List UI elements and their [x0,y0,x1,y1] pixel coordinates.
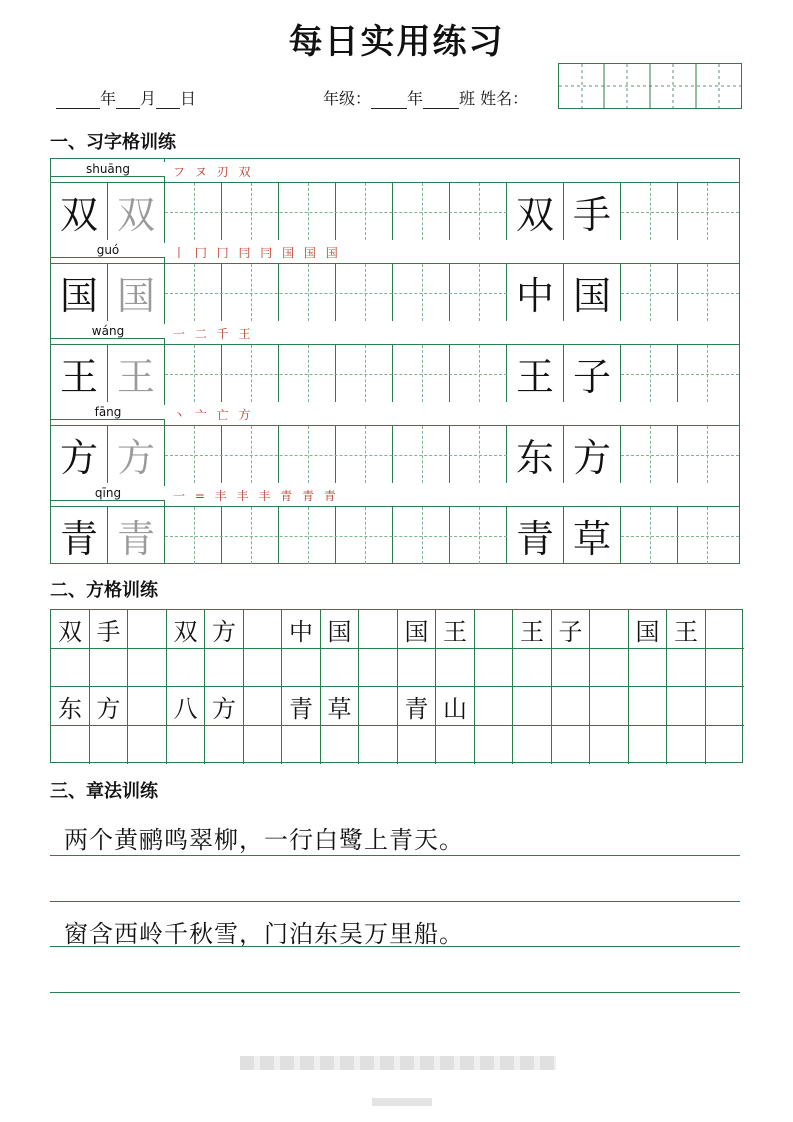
word-char-2[interactable]: 手 [564,183,621,240]
cell-guide [165,536,507,537]
section3-heading: 三、章法训练 [50,781,158,802]
trace-char: 方 [108,426,165,483]
grid-cell[interactable] [513,649,552,687]
cell-guide [165,374,507,375]
word-char-2[interactable]: 草 [564,507,621,564]
grid-char: 手 [90,610,128,649]
writing-line[interactable] [50,901,740,902]
model-char: 双 [51,183,108,240]
pinyin-band [51,240,739,264]
word-char-1[interactable]: 青 [507,507,564,564]
word-char-1[interactable]: 王 [507,345,564,402]
name-writing-grid[interactable] [558,63,742,109]
char-row [51,345,739,402]
grid-cell[interactable] [244,687,282,726]
grid-cell[interactable] [590,726,629,764]
pinyin-text: shuāng [83,162,133,176]
pinyin-cell [51,483,165,507]
grid-cell[interactable] [629,687,667,726]
grid-cell[interactable] [552,687,590,726]
stroke-order: 丶 亠 亡 方 [173,408,254,422]
word-char-2[interactable]: 子 [564,345,621,402]
trace-char: 双 [108,183,165,240]
footer-watermark [240,1056,556,1070]
grid-char: 青 [398,687,436,726]
grid-cell[interactable] [706,649,744,687]
grid-char: 东 [51,687,90,726]
pinyin-text: guó [94,243,123,257]
grid-cell[interactable] [359,610,398,649]
grid-cell[interactable] [706,726,744,764]
stroke-order: 一 = 丰 丰 丰 青 青 青 [173,489,339,503]
grid-cell[interactable] [244,610,282,649]
word-char-2[interactable]: 方 [564,426,621,483]
pinyin-text: fāng [92,405,125,419]
grid-cell[interactable] [128,726,167,764]
grid-char: 双 [167,610,205,649]
grid-char: 王 [436,610,475,649]
model-char: 国 [51,264,108,321]
grid-cell[interactable] [90,649,128,687]
grid-cell[interactable] [590,610,629,649]
poem-line-1: 两个黄鹂鸣翠柳，一行白鹭上青天。 [64,826,464,854]
pinyin-text-wrap [51,162,165,176]
footer-mark [372,1098,432,1106]
grid-cell[interactable] [128,610,167,649]
char-row [51,507,739,564]
grid-char: 王 [513,610,552,649]
char-row [51,183,739,240]
writing-line[interactable] [50,855,740,856]
year-label: 年 [100,89,117,108]
grid-cell[interactable] [436,726,475,764]
grid-cell[interactable] [513,687,552,726]
grid-cell[interactable] [244,726,282,764]
grid-cell[interactable] [244,649,282,687]
date-field[interactable] [56,86,196,109]
grid-cell[interactable] [436,649,475,687]
grid-cell[interactable] [359,687,398,726]
square-grid [50,609,743,763]
grid-cell[interactable] [629,726,667,764]
grid-cell[interactable] [667,726,706,764]
grid-cell[interactable] [475,610,513,649]
grid-char: 山 [436,687,475,726]
pinyin-cell [51,159,165,183]
page-title: 每日实用练习 [288,22,505,62]
stroke-order: 丨 冂 冂 冃 冃 国 国 国 [173,246,341,260]
grid-char: 方 [205,610,244,649]
section1-heading: 一、习字格训练 [50,132,176,153]
grid-cell[interactable] [590,649,629,687]
pinyin-cell [51,240,165,264]
cell-guide [165,212,507,213]
grid-cell[interactable] [51,649,90,687]
grid-char: 子 [552,610,590,649]
grid-cell[interactable] [398,726,436,764]
practice-grid [50,158,740,564]
cell-guide [621,293,739,294]
month-label: 月 [140,89,157,108]
writing-line[interactable] [50,946,740,947]
pinyin-band [51,483,739,507]
grid-char: 国 [321,610,359,649]
grid-cell[interactable] [205,649,244,687]
grid-char: 王 [667,610,706,649]
grid-cell[interactable] [167,649,205,687]
grid-cell[interactable] [359,649,398,687]
pinyin-band [51,402,739,426]
grid-char: 方 [205,687,244,726]
grid-cell[interactable] [51,726,90,764]
grid-cell[interactable] [513,726,552,764]
grid-cell[interactable] [128,687,167,726]
cell-guide [621,455,739,456]
grid-char: 方 [90,687,128,726]
model-char: 方 [51,426,108,483]
trace-char: 国 [108,264,165,321]
grid-cell[interactable] [167,726,205,764]
grid-char: 国 [398,610,436,649]
grid-cell[interactable] [706,610,744,649]
grid-char: 青 [282,687,321,726]
model-char: 青 [51,507,108,564]
grid-cell[interactable] [282,726,321,764]
word-char-2[interactable]: 国 [564,264,621,321]
day-label: 日 [180,89,197,108]
grade-year-label: 年 [407,89,424,108]
cell-guide [621,536,739,537]
grid-cell[interactable] [552,649,590,687]
stroke-order: フ ヌ 刃 双 [173,165,254,179]
grid-cell[interactable] [321,726,359,764]
grid-char: 双 [51,610,90,649]
grid-cell[interactable] [398,649,436,687]
grid-cell[interactable] [282,649,321,687]
pinyin-cell [51,321,165,345]
pinyin-text-wrap [51,243,165,257]
grid-cell[interactable] [667,687,706,726]
grade-field[interactable] [323,86,528,109]
grid-cell[interactable] [475,726,513,764]
info-row [56,86,556,112]
grid-char: 八 [167,687,205,726]
grid-cell[interactable] [359,726,398,764]
pinyin-text: qīng [92,486,124,500]
pinyin-text-wrap [51,405,165,419]
grid-cell[interactable] [475,649,513,687]
grade-label: 年级： [323,89,372,108]
writing-line[interactable] [50,992,740,993]
grid-cell[interactable] [629,649,667,687]
cell-guide [621,374,739,375]
word-char-1[interactable]: 双 [507,183,564,240]
name-grid-lines [559,64,741,108]
class-name-label: 班 姓名： [459,89,529,108]
pinyin-cell [51,402,165,426]
char-row [51,264,739,321]
trace-char: 青 [108,507,165,564]
grid-cell[interactable] [475,687,513,726]
grid-cell[interactable] [706,687,744,726]
grid-char: 国 [629,610,667,649]
pinyin-band [51,321,739,345]
grid-char: 草 [321,687,359,726]
model-char: 王 [51,345,108,402]
trace-char: 王 [108,345,165,402]
grid-cell[interactable] [90,726,128,764]
poem-line-2: 窗含西岭千秋雪，门泊东吴万里船。 [64,920,464,948]
cell-guide [165,293,507,294]
grid-cell[interactable] [590,687,629,726]
pinyin-text: wáng [89,324,127,338]
cell-guide [621,212,739,213]
grid-cell[interactable] [128,649,167,687]
grid-cell[interactable] [321,649,359,687]
cell-guide [165,455,507,456]
char-row [51,426,739,483]
grid-char: 中 [282,610,321,649]
grid-cell[interactable] [205,726,244,764]
pinyin-band [51,159,739,183]
pinyin-text-wrap [51,324,165,338]
pinyin-text-wrap [51,486,165,500]
grid-cell[interactable] [667,649,706,687]
word-char-1[interactable]: 东 [507,426,564,483]
grid-cell[interactable] [552,726,590,764]
stroke-order: 一 二 千 王 [173,327,254,341]
section2-heading: 二、方格训练 [50,580,158,601]
word-char-1[interactable]: 中 [507,264,564,321]
